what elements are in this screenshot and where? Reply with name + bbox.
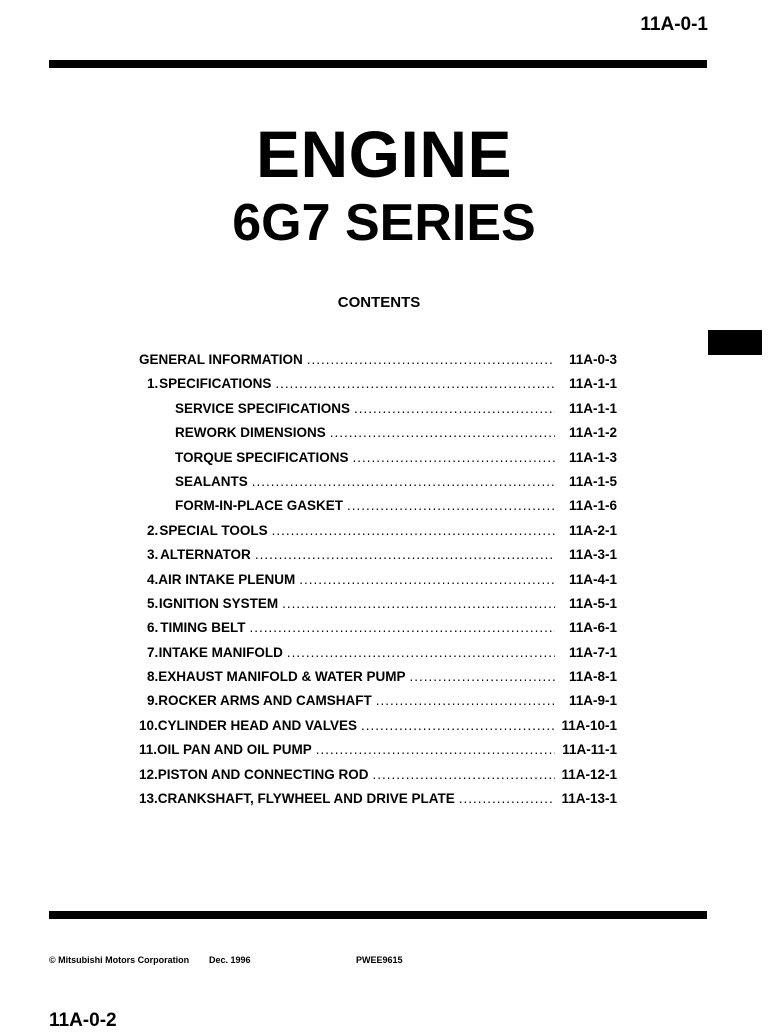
toc-entry[interactable]	[139, 693, 617, 717]
toc-entry-label: SPECIFICATIONS	[159, 376, 272, 392]
top-rule	[49, 60, 707, 68]
toc-entry-page: 11A-2-1	[568, 522, 617, 538]
toc-dot-leader	[272, 523, 555, 538]
toc-entry-number: 6.	[147, 620, 159, 636]
toc-entry-page: 11A-1-1	[568, 400, 617, 416]
toc-entry-label: EXHAUST MANIFOLD & WATER PUMP	[158, 669, 406, 685]
toc-entry[interactable]	[139, 401, 617, 425]
toc-dot-leader	[316, 742, 555, 757]
toc-dot-leader	[376, 693, 555, 708]
toc-entry-page: 11A-5-1	[568, 595, 617, 611]
toc-entry-number: 10.	[139, 717, 158, 733]
toc-entry-number: 8.	[147, 669, 159, 685]
toc-entry-page: 11A-3-1	[568, 547, 617, 563]
toc-entry[interactable]	[139, 523, 617, 547]
toc-entry[interactable]	[139, 425, 617, 449]
toc-entry-label: ROCKER ARMS AND CAMSHAFT	[158, 693, 372, 709]
toc-entry[interactable]	[139, 718, 617, 742]
toc-entry-page: 11A-1-1	[568, 376, 617, 392]
toc-entry-page: 11A-1-6	[568, 498, 617, 514]
toc-entry-label: SERVICE SPECIFICATIONS	[175, 400, 351, 416]
toc-entry-label: SPECIAL TOOLS	[159, 522, 268, 538]
toc-entry-page: 11A-8-1	[568, 669, 617, 685]
toc-entry[interactable]	[139, 352, 617, 376]
toc-dot-leader	[330, 425, 555, 440]
toc-entry[interactable]	[139, 596, 617, 620]
toc-dot-leader	[347, 498, 555, 513]
next-page-number: 11A-0-2	[49, 1010, 117, 1031]
toc-entry-page: 11A-10-1	[561, 717, 617, 733]
toc-entry-page: 11A-13-1	[561, 791, 617, 807]
toc-entry-page: 11A-7-1	[568, 644, 617, 660]
toc-entry[interactable]	[139, 742, 617, 766]
toc-dot-leader	[299, 572, 555, 587]
toc-entry-page: 11A-6-1	[568, 620, 617, 636]
toc-dot-leader	[410, 669, 555, 684]
toc-entry[interactable]	[139, 791, 617, 815]
toc-entry-label: OIL PAN AND OIL PUMP	[157, 742, 312, 758]
toc-dot-leader	[275, 376, 555, 391]
toc-entry[interactable]	[139, 572, 617, 596]
toc-entry-number: 1.	[147, 376, 159, 392]
toc-dot-leader	[287, 645, 555, 660]
toc-entry-number: 2.	[147, 522, 159, 538]
toc-entry-page: 11A-11-1	[562, 742, 617, 758]
toc-dot-leader	[354, 401, 555, 416]
toc-entry[interactable]	[139, 620, 617, 644]
toc-entry-label: SEALANTS	[175, 473, 248, 489]
toc-entry-number: 13.	[139, 791, 158, 807]
toc-entry-number: 3.	[147, 547, 159, 563]
toc-entry-label: CRANKSHAFT, FLYWHEEL AND DRIVE PLATE	[157, 791, 455, 807]
section-tab-marker	[708, 330, 762, 355]
toc-entry-page: 11A-1-5	[568, 473, 617, 489]
toc-entry[interactable]	[139, 767, 617, 791]
toc-entry-number: 7.	[147, 644, 159, 660]
page-subtitle: 6G7 SERIES	[232, 194, 536, 252]
toc-dot-leader	[250, 620, 555, 635]
toc-entry-label: INTAKE MANIFOLD	[158, 644, 283, 660]
toc-entry-page: 11A-1-3	[568, 449, 617, 465]
toc-entry-number: 11.	[139, 742, 158, 758]
page-title: ENGINE	[255, 117, 513, 191]
toc-entry-label: REWORK DIMENSIONS	[175, 425, 326, 441]
toc-entry[interactable]	[139, 376, 617, 400]
toc-entry-page: 11A-12-1	[561, 766, 617, 782]
toc-entry-label: TORQUE SPECIFICATIONS	[175, 449, 349, 465]
footer-date: Dec. 1996	[209, 955, 251, 965]
toc-entry[interactable]	[139, 474, 617, 498]
toc-entry-number: 5.	[147, 595, 159, 611]
table-of-contents	[139, 352, 617, 815]
toc-entry[interactable]	[139, 547, 617, 571]
toc-entry-label: AIR INTAKE PLENUM	[158, 571, 296, 587]
toc-entry-label: GENERAL INFORMATION	[139, 352, 303, 367]
page-number: 11A-0-1	[640, 14, 708, 35]
toc-dot-leader	[361, 718, 555, 733]
toc-entry-number: 9.	[147, 693, 159, 709]
toc-entry-label: PISTON AND CONNECTING ROD	[157, 766, 369, 782]
toc-entry-page: 11A-9-1	[568, 693, 617, 709]
toc-dot-leader	[373, 767, 555, 782]
toc-entry[interactable]	[139, 669, 617, 693]
toc-entry[interactable]	[139, 498, 617, 522]
bottom-rule	[49, 911, 707, 919]
toc-dot-leader	[255, 547, 555, 562]
toc-entry-page: 11A-4-1	[568, 571, 617, 587]
footer-copyright: © Mitsubishi Motors Corporation	[49, 955, 190, 965]
contents-heading: CONTENTS	[337, 294, 421, 311]
toc-dot-leader	[353, 450, 555, 465]
toc-entry-number: 12.	[139, 766, 158, 782]
toc-entry[interactable]	[139, 450, 617, 474]
toc-entry-label: CYLINDER HEAD AND VALVES	[157, 717, 358, 733]
toc-entry-number: 4.	[147, 571, 159, 587]
toc-entry-label: TIMING BELT	[160, 620, 246, 636]
footer-code: PWEE9615	[356, 955, 403, 965]
toc-dot-leader	[459, 791, 555, 806]
toc-dot-leader	[252, 474, 555, 489]
toc-entry[interactable]	[139, 645, 617, 669]
toc-entry-label: IGNITION SYSTEM	[158, 595, 279, 611]
toc-entry-page: 11A-1-2	[568, 425, 617, 441]
toc-entry-label: ALTERNATOR	[160, 547, 251, 563]
toc-entry-label: FORM-IN-PLACE GASKET	[175, 498, 343, 514]
toc-dot-leader	[307, 352, 555, 367]
toc-entry-page: 11A-0-3	[568, 352, 617, 367]
toc-dot-leader	[282, 596, 555, 611]
